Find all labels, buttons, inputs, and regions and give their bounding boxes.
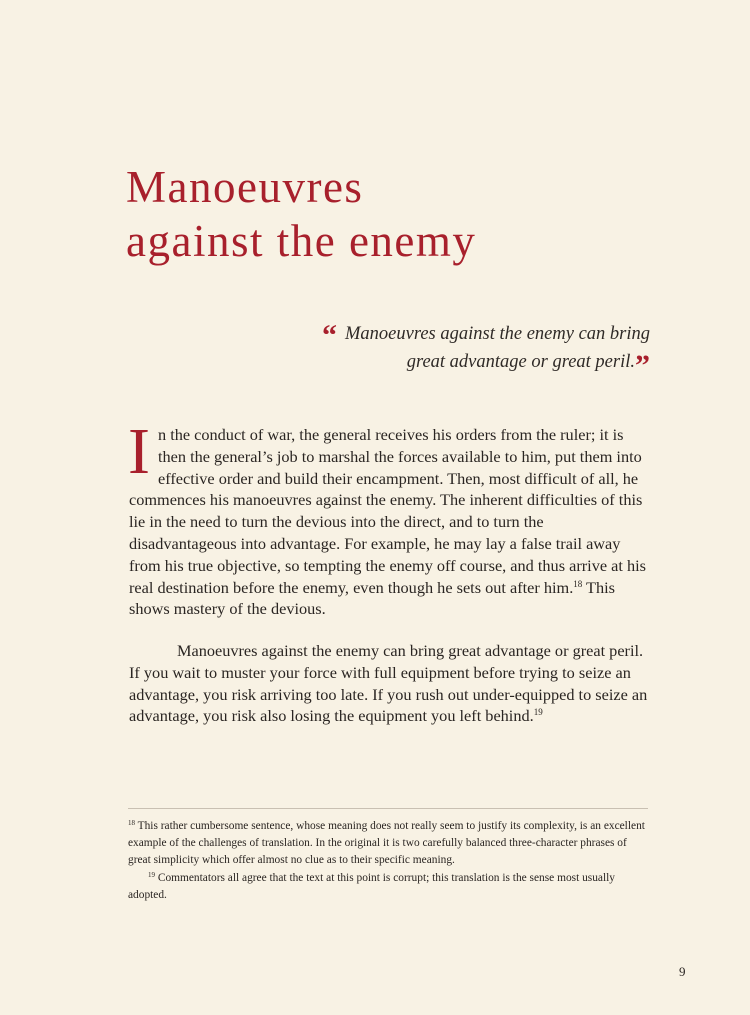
open-quote-mark: “ [321, 319, 337, 352]
chapter-title [126, 160, 686, 268]
chapter-title-line-1: Manoeuvres [126, 162, 364, 212]
footnote-ref-19[interactable]: 19 [533, 707, 543, 718]
footnote-divider [128, 808, 648, 809]
footnote-number: 19 [148, 870, 155, 879]
chapter-title-line-2: against the enemy [126, 216, 477, 266]
footnotes [128, 818, 648, 904]
drop-cap: I [128, 415, 150, 488]
footnote-ref-18[interactable]: 18 [573, 578, 583, 589]
footnote-text: This rather cumbersome sentence, whose meaning does not really seem to justify its complexity, is an excellent example of the challenges of translation. In the original it is two carefully balanced three-character phrases of great simplicity which offer almost no clue as to their specific meaning. [128, 820, 645, 867]
body-paragraph-2 [129, 640, 649, 727]
body-paragraph-1 [128, 415, 649, 620]
paragraph-1-text-end: This shows mastery of the devious. [129, 577, 616, 619]
paragraph-2-text: Manoeuvres against the enemy can bring great advantage or great peril. If you wait to muster your force with full equipment before trying to seize an advantage, you risk arriving too late. If you rush out under-equipped to seize an advantage, you risk also losing the equipment you left behind. [129, 641, 648, 726]
close-quote-mark: ” [635, 349, 650, 382]
pull-quote-text: Manoeuvres against the enemy can bring great advantage or great peril. [344, 324, 650, 372]
footnote-number: 18 [128, 819, 135, 827]
paragraph-1-text: n the conduct of war, the general receives his orders from the ruler; it is then the general’s job to marshal the forces available to him, put them into effective order and build their encampment. Then, most difficult of all, he commences his manoeuvres against the enemy. The inherent difficulties of this lie in the need to turn the devious into the direct, and to turn the disadvantageous into advantage. For example, he may lay a false trail away from his true objective, so tempting the enemy off course, and thus arrive at his real destination before the enemy, even though he sets out after him. [129, 425, 646, 597]
footnote-text: Commentators all agree that the text at this point is corrupt; this translation is the sense most usually adopted. [128, 871, 615, 901]
page-number: 9 [679, 964, 686, 979]
pull-quote [300, 319, 650, 382]
footnote-19 [128, 870, 648, 904]
footnote-18 [128, 818, 648, 870]
